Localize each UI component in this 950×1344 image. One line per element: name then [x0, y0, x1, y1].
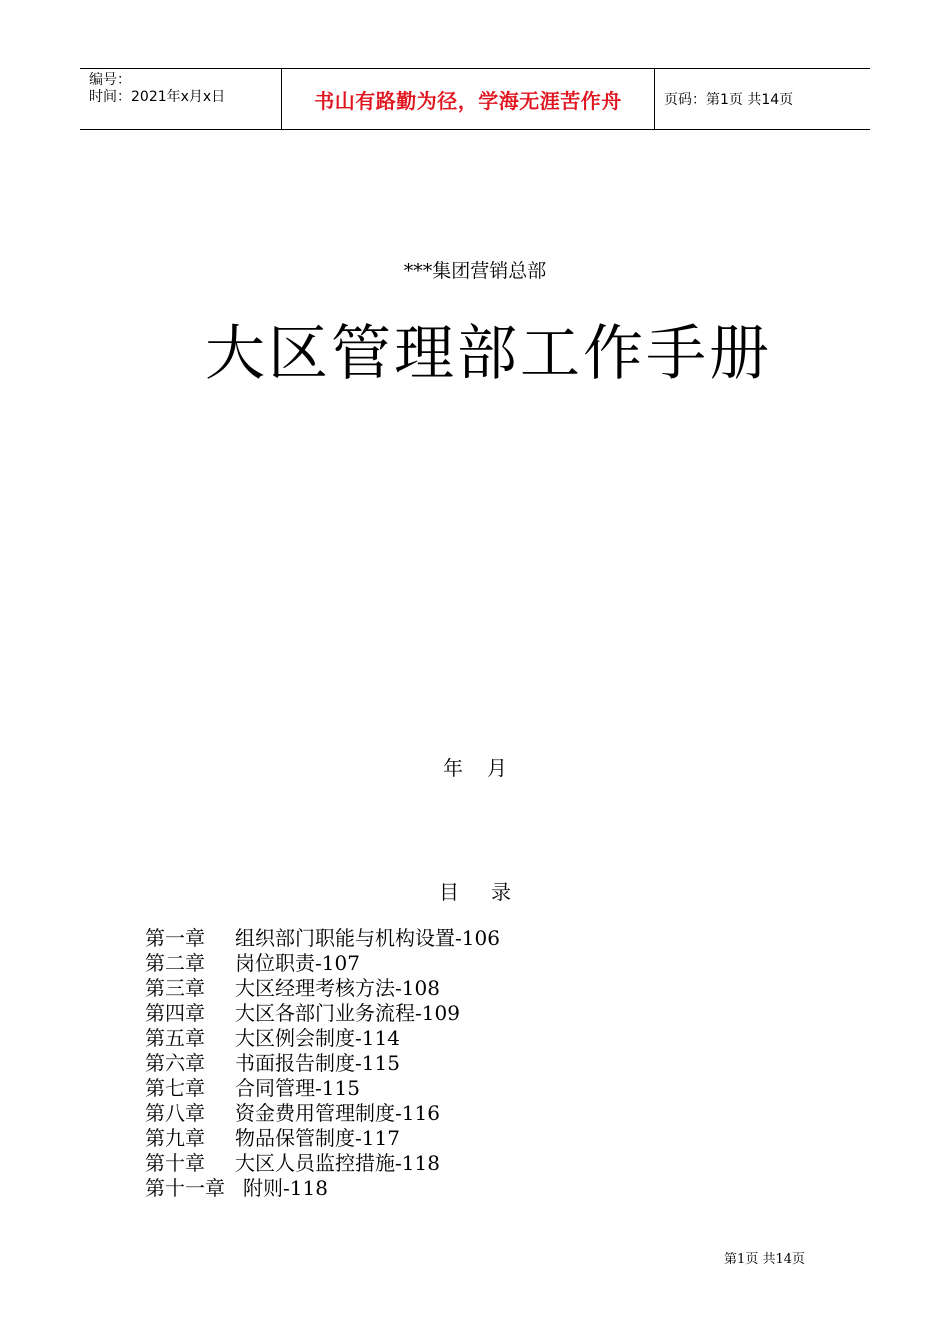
toc-leader: - — [355, 1126, 362, 1150]
toc-chapter: 第五章 — [145, 1026, 205, 1050]
toc-leader: - — [283, 1176, 290, 1200]
toc-chapter: 第八章 — [145, 1101, 205, 1125]
toc-page-number: 109 — [421, 1001, 460, 1025]
toc-page-number: 106 — [461, 926, 500, 950]
toc-page-number: 118 — [401, 1151, 440, 1175]
toc-item[interactable] — [145, 1051, 785, 1076]
toc-leader: - — [315, 1076, 322, 1100]
toc-page-number: 107 — [321, 951, 360, 975]
number-label: 编号： — [89, 72, 131, 88]
toc-leader: - — [395, 1151, 402, 1175]
toc-page-number: 117 — [361, 1126, 400, 1150]
table-of-contents — [145, 926, 785, 1201]
motto-text: 书山有路勤为径，学海无涯苦作舟 — [314, 88, 622, 113]
toc-chapter: 第三章 — [145, 976, 205, 1000]
toc-chapter: 第九章 — [145, 1126, 205, 1150]
toc-item[interactable] — [145, 926, 785, 951]
toc-chapter: 第十一章 — [145, 1176, 225, 1200]
toc-chapter: 第六章 — [145, 1051, 205, 1075]
document-subtitle: ***集团营销总部 — [403, 260, 547, 282]
date-month: 月 — [487, 756, 507, 780]
document-title: 大区管理部工作手册 — [205, 319, 772, 389]
toc-leader: - — [355, 1026, 362, 1050]
header-meta-cell — [80, 69, 282, 129]
toc-item[interactable] — [145, 1001, 785, 1026]
toc-page-number: 118 — [289, 1176, 328, 1200]
page-footer: 第1页 共14页 — [724, 1252, 805, 1267]
toc-page-number: 115 — [321, 1076, 360, 1100]
toc-item[interactable] — [145, 1076, 785, 1101]
toc-chapter: 第一章 — [145, 926, 205, 950]
toc-leader: - — [395, 1101, 402, 1125]
toc-leader: - — [395, 976, 402, 1000]
toc-chapter-name: 合同管理 — [235, 1076, 315, 1100]
toc-item[interactable] — [145, 1126, 785, 1151]
toc-item[interactable] — [145, 1176, 785, 1201]
toc-chapter-name: 组织部门职能与机构设置 — [235, 926, 455, 950]
toc-leader: - — [455, 926, 462, 950]
toc-leader: - — [315, 951, 322, 975]
toc-item[interactable] — [145, 976, 785, 1001]
toc-chapter: 第二章 — [145, 951, 205, 975]
toc-chapter: 第四章 — [145, 1001, 205, 1025]
toc-chapter-name: 附则 — [243, 1176, 283, 1200]
toc-chapter-name: 大区经理考核方法 — [235, 976, 395, 1000]
toc-page-number: 114 — [361, 1026, 400, 1050]
toc-item[interactable] — [145, 1101, 785, 1126]
toc-page-number: 116 — [401, 1101, 440, 1125]
toc-page-number: 108 — [401, 976, 440, 1000]
toc-title-char-2: 录 — [491, 880, 511, 904]
toc-page-number: 115 — [361, 1051, 400, 1075]
toc-chapter-name: 岗位职责 — [235, 951, 315, 975]
toc-chapter-name: 资金费用管理制度 — [235, 1101, 395, 1125]
toc-chapter-name: 物品保管制度 — [235, 1126, 355, 1150]
toc-chapter-name: 大区各部门业务流程 — [235, 1001, 415, 1025]
date-year: 年 — [443, 756, 463, 780]
toc-chapter-name: 书面报告制度 — [235, 1051, 355, 1075]
toc-chapter: 第十章 — [145, 1151, 205, 1175]
toc-title-char-1: 目 — [439, 880, 459, 904]
header-page-cell — [655, 69, 870, 129]
toc-chapter: 第七章 — [145, 1076, 205, 1100]
page-header — [80, 68, 870, 130]
toc-chapter-name: 大区例会制度 — [235, 1026, 355, 1050]
toc-item[interactable] — [145, 1026, 785, 1051]
toc-item[interactable] — [145, 1151, 785, 1176]
toc-leader: - — [415, 1001, 422, 1025]
document-date — [0, 752, 950, 781]
toc-chapter-name: 大区人员监控措施 — [235, 1151, 395, 1175]
toc-item[interactable] — [145, 951, 785, 976]
header-page-info: 页码：第1页 共14页 — [664, 92, 794, 108]
time-label: 时间：2021年x月x日 — [89, 89, 226, 105]
header-motto-cell — [282, 69, 655, 129]
toc-title — [0, 876, 950, 905]
toc-leader: - — [355, 1051, 362, 1075]
